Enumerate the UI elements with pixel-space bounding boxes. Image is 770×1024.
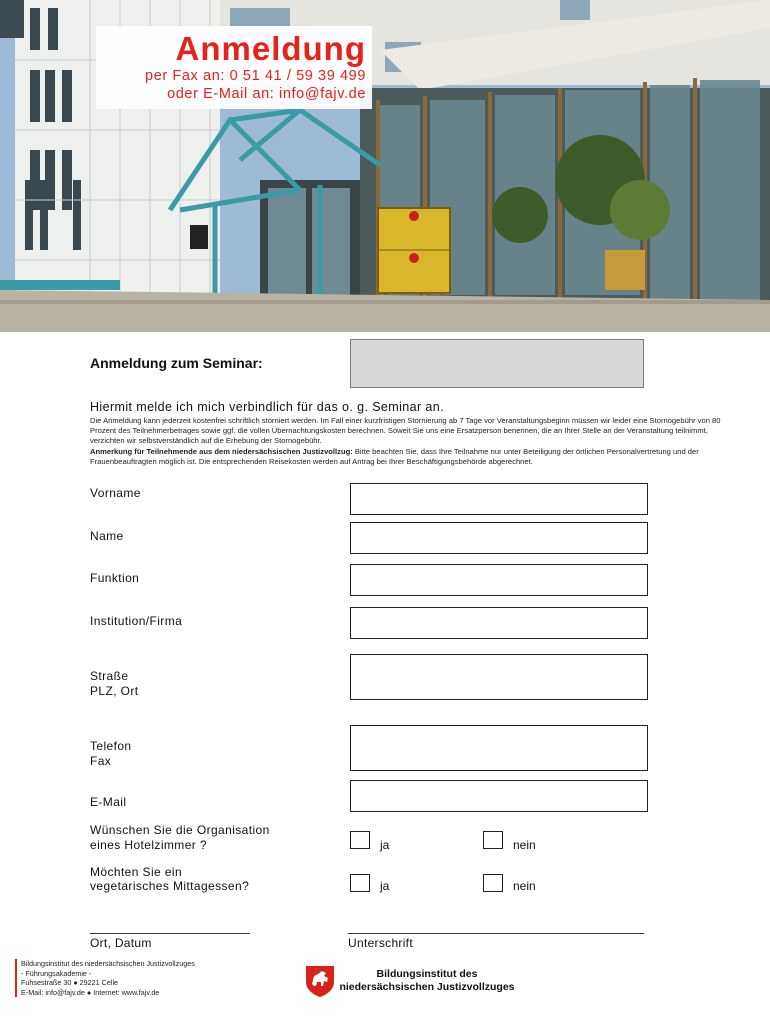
building-photo bbox=[0, 0, 770, 332]
email-label: E-Mail bbox=[90, 795, 127, 809]
seminar-input[interactable] bbox=[350, 339, 644, 388]
vorname-field[interactable] bbox=[350, 483, 648, 515]
plz-ort-label: PLZ, Ort bbox=[90, 684, 139, 698]
fax-line: per Fax an: 0 51 41 / 59 39 499 bbox=[145, 68, 366, 84]
hotel-yes-checkbox[interactable] bbox=[350, 831, 370, 849]
veg-yes-label: ja bbox=[380, 879, 390, 893]
veg-yes-checkbox[interactable] bbox=[350, 874, 370, 892]
telefon-label: Telefon bbox=[90, 739, 132, 753]
hotel-question-line-2: eines Hotelzimmer ? bbox=[90, 838, 207, 852]
intro-text: Hiermit melde ich mich verbindlich für das o. g. Seminar an. bbox=[90, 400, 444, 414]
institution-field[interactable] bbox=[350, 607, 648, 639]
hotel-yes-label: ja bbox=[380, 838, 390, 852]
footer-line-contact: E-Mail: info@fajv.de ● Internet: www.fajv.de bbox=[21, 987, 160, 997]
footer-line-academy: - Führungsakademie - bbox=[21, 968, 92, 978]
page-title: Anmeldung bbox=[175, 30, 366, 67]
hotel-no-checkbox[interactable] bbox=[483, 831, 503, 849]
logo-line-1: Bildungsinstitut des bbox=[376, 968, 478, 980]
hotel-no-label: nein bbox=[513, 838, 536, 852]
name-label: Name bbox=[90, 529, 124, 543]
seminar-label: Anmeldung zum Seminar: bbox=[90, 355, 263, 371]
fine-print-note-heading: Anmerkung für Teilnehmende aus dem niedersächsischen Justizvollzug: bbox=[90, 446, 353, 456]
fine-print bbox=[90, 416, 722, 467]
footer-accent-bar bbox=[15, 959, 17, 997]
email-field[interactable] bbox=[350, 780, 648, 812]
fine-print-cancellation: Die Anmeldung kann jederzeit kostenfrei schriftlich storniert werden. Im Fall einer kurzfristigen Stornierung ab 7 Tage vor Veranstaltungsbeginn müssen wir leider eine Stornogebühr von 80 Prozent des Teilnehmerbetrages sowie ggf. die vollen Übernachtungskosten berechnen. Soweit Sie uns eine Ersatzperson benennen, die an Ihrer Stelle an der Veranstaltung teilnimmt, verzichten wir selbstverständlich auf die Erhebung der Stornogebühr. bbox=[90, 416, 721, 446]
place-date-label: Ort, Datum bbox=[90, 936, 152, 950]
logo-text bbox=[336, 968, 518, 994]
hotel-question-line-1: Wünschen Sie die Organisation bbox=[90, 823, 270, 837]
footer-line-institute: Bildungsinstitut des niedersächsischen Justizvollzuges bbox=[21, 959, 195, 968]
vorname-label: Vorname bbox=[90, 486, 141, 500]
veg-question-line-2: vegetarisches Mittagessen? bbox=[90, 879, 250, 893]
strasse-label: Straße bbox=[90, 669, 129, 683]
footer-line-street: Fuhsestraße 30 ● 29221 Celle bbox=[21, 978, 119, 988]
email-line: oder E-Mail an: info@fajv.de bbox=[167, 86, 366, 102]
veg-no-checkbox[interactable] bbox=[483, 874, 503, 892]
funktion-field[interactable] bbox=[350, 564, 648, 596]
phone-fax-field[interactable] bbox=[350, 725, 648, 771]
funktion-label: Funktion bbox=[90, 571, 140, 585]
veg-no-label: nein bbox=[513, 879, 536, 893]
signature-line[interactable] bbox=[348, 933, 644, 934]
veg-question-line-1: Möchten Sie ein bbox=[90, 865, 183, 879]
fax-label: Fax bbox=[90, 754, 112, 768]
title-box bbox=[96, 26, 372, 109]
coat-of-arms-logo bbox=[304, 964, 336, 998]
place-date-line[interactable] bbox=[90, 933, 250, 934]
institution-label: Institution/Firma bbox=[90, 614, 183, 628]
footer-address bbox=[21, 959, 195, 997]
logo-line-2: niedersächsischen Justizvollzuges bbox=[339, 981, 515, 993]
address-field[interactable] bbox=[350, 654, 648, 700]
fine-print-note: Bitte beachten Sie, dass Ihre Teilnahme nur unter Beteiligung der örtlichen Personalvertretung und der Frauenbeauftragten möglich ist. Die entsprechenden Reisekosten werden auf Antrag bei Ihrer Beschäftigungsbehörde abgerechnet. bbox=[90, 446, 699, 466]
name-field[interactable] bbox=[350, 522, 648, 554]
signature-label: Unterschrift bbox=[348, 936, 413, 950]
